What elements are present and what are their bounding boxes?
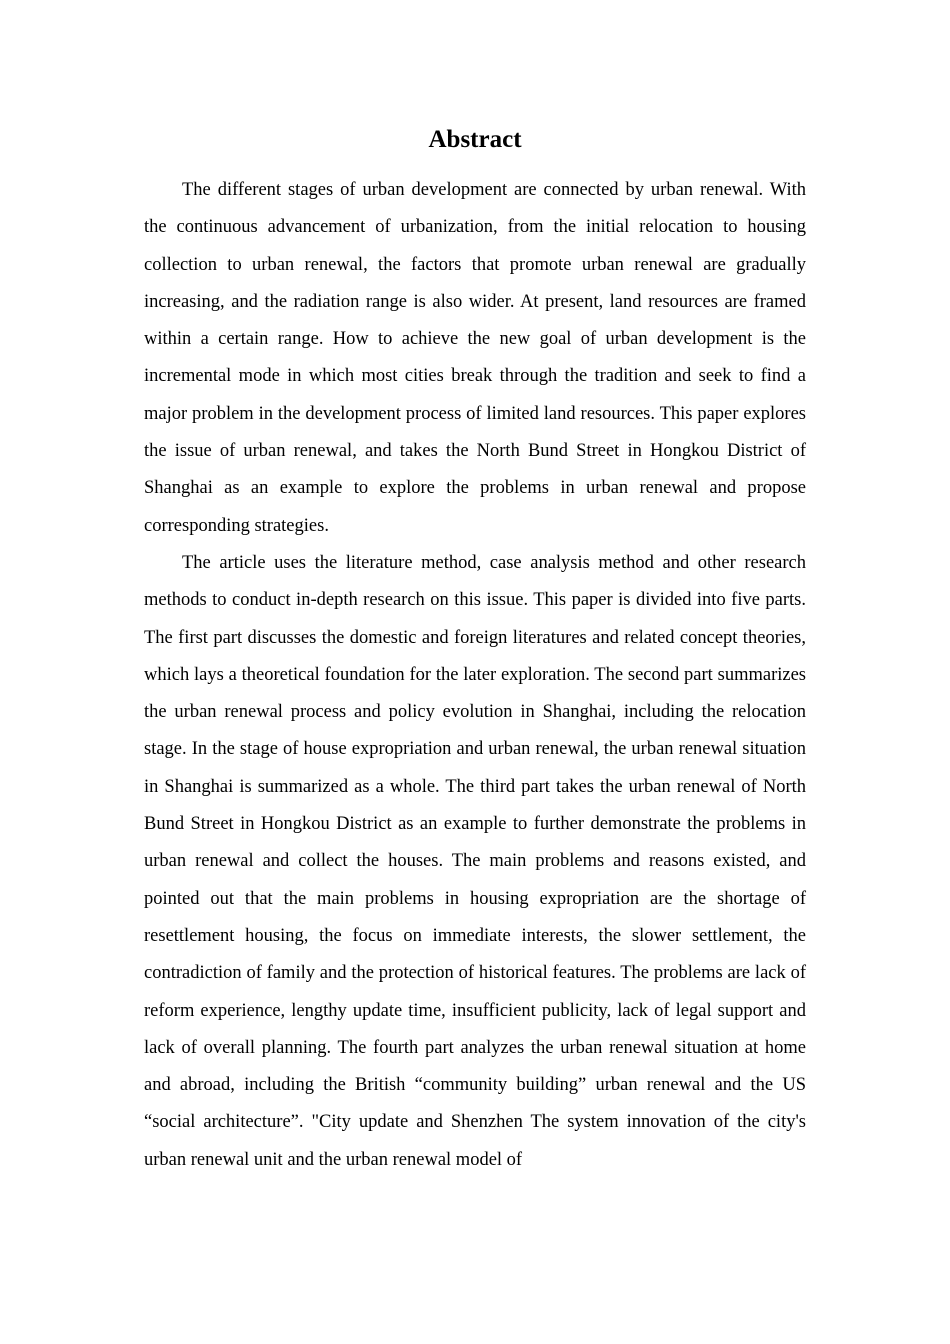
abstract-paragraph-2: The article uses the literature method, case analysis method and other research methods to conduct in-depth research on this issue. This paper is divided into five parts. The first part discusses the domestic and foreign literatures and related concept theories, which lays a theoretical foundation for the later exploration. The second part summarizes the urban renewal process and policy evolution in Shanghai, including the relocation stage. In the stage of house expropriation and urban renewal, the urban renewal situation in Shanghai is summarized as a whole. The third part takes the urban renewal of North Bund Street in Hongkou District as an example to further demonstrate the problems in urban renewal and collect the houses. The main problems and reasons existed, and pointed out that the main problems in housing expropriation are the shortage of resettlement housing, the focus on immediate interests, the slower settlement, the contradiction of family and the protection of historical features. The problems are lack of reform experience, lengthy update time, insufficient publicity, lack of legal support and lack of overall planning. The fourth part analyzes the urban renewal situation at home and abroad, including the British “community building” urban renewal and the US “social architecture”. "City update and Shenzhen The system innovation of the city's urban renewal unit and the urban renewal model of xyxy=(144,552,806,1170)
abstract-paragraph-1: The different stages of urban development are connected by urban renewal. With the continuous advancement of urbanization, from the initial relocation to housing collection to urban renewal, the factors that promote urban renewal are gradually increasing, and the radiation range is also wider. At present, land resources are framed within a certain range. How to achieve the new goal of urban development is the incremental mode in which most cities break through the tradition and seek to find a major problem in the development process of limited land resources. This paper explores the issue of urban renewal, and takes the North Bund Street in Hongkou District of Shanghai as an example to explore the problems in urban renewal and propose corresponding strategies. xyxy=(144,180,806,536)
page-title: Abstract xyxy=(428,126,522,153)
abstract-section xyxy=(144,122,806,1179)
